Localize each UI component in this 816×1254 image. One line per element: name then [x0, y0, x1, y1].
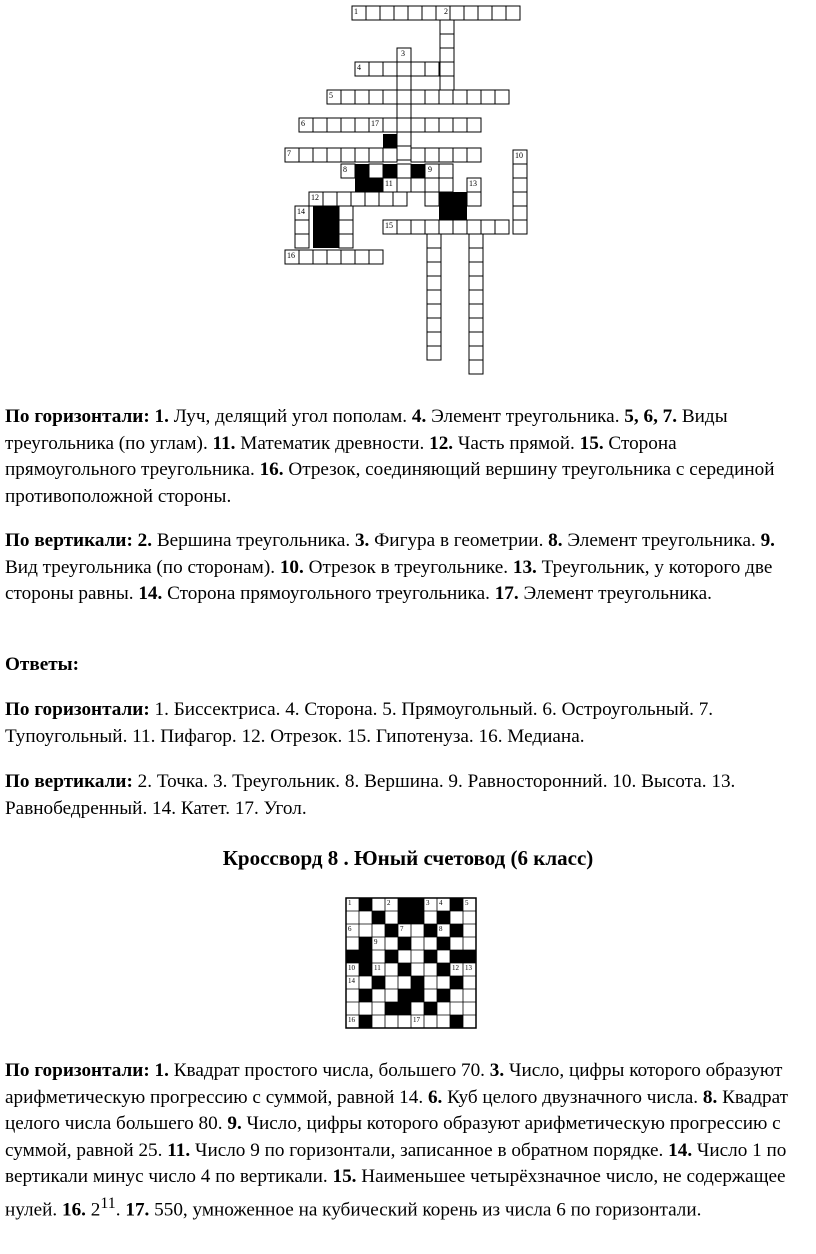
cw1-label-8: 8 — [343, 165, 347, 174]
cw2-label-15: 15 — [413, 990, 420, 998]
answers-vertical — [5, 769, 810, 822]
answers-horizontal-heading: По горизонтали: — [5, 699, 150, 720]
clue-num: 16. — [259, 459, 284, 481]
clue-num: 14. — [138, 583, 163, 605]
cw1-label-16: 16 — [287, 251, 295, 260]
clue-num: 3. — [354, 530, 370, 551]
horizontal-heading-2: По горизонтали: — [5, 1060, 150, 1081]
cw2-label-16: 16 — [348, 1016, 355, 1024]
clue-num: 2. — [137, 530, 153, 551]
cw2-label-1: 1 — [348, 899, 352, 907]
cw2-label-7: 7 — [400, 925, 404, 933]
cw2-label-8: 8 — [439, 925, 443, 933]
answers-vertical-text: 2. Точка. 3. Треугольник. 8. Вершина. 9. Равносторонний. 10. Высота. 13. Равнобедренный. 14. Катет. 17. Угол. — [5, 771, 736, 819]
cw2-label-17: 17 — [413, 1016, 420, 1024]
clue-num: 15. — [332, 1166, 357, 1188]
cw1-label-7: 7 — [287, 149, 291, 158]
clue-num: 1. — [154, 1060, 169, 1081]
cw1-label-6: 6 — [301, 119, 305, 128]
clue-num: 13. — [512, 556, 537, 578]
clue-text: Фигура в геометрии. — [374, 530, 544, 551]
vertical-heading: По вертикали: — [5, 530, 133, 551]
clue-text: Элемент треугольника. — [567, 530, 756, 551]
clue-num: 17. — [125, 1199, 150, 1221]
clue-text: Луч, делящий угол пополам. — [173, 406, 408, 427]
answers-title — [5, 652, 810, 679]
clue-num: 12. — [429, 432, 454, 454]
clue-num: 1. — [154, 406, 169, 427]
clue-text: Виды треугольника (по углам). — [5, 406, 728, 454]
cw1-label-3: 3 — [401, 49, 405, 58]
crossword-8-title: Кроссворд 8 . Юный счетовод (6 класс) — [222, 846, 594, 870]
cw2-label-13: 13 — [465, 964, 472, 972]
clue-text: Число, цифры которого образуют арифметическую прогрессию с суммой, равной 25. — [5, 1113, 781, 1161]
clue-text: Число 1 по вертикали минус число 4 по вертикали. — [5, 1139, 787, 1188]
cw1-label-13: 13 — [469, 179, 477, 188]
clue-text: Отрезок в треугольнике. — [308, 556, 509, 578]
vertical-clues — [5, 528, 810, 608]
cw2-label-5: 5 — [465, 899, 469, 907]
clue-num: 4. — [411, 406, 427, 427]
clue-text: Треугольник, у которого две стороны равны. — [5, 556, 773, 605]
cw2-label-6: 6 — [348, 925, 352, 933]
clue-text: Число, цифры которого образуют арифметическую прогрессию с суммой, равной 14. — [5, 1060, 783, 1108]
cw1-label-15: 15 — [385, 221, 393, 230]
clue-text: Сторона прямоугольного треугольника. — [5, 432, 677, 481]
clue-text: Квадрат целого числа большего 80. — [5, 1086, 788, 1135]
cw2-label-10: 10 — [348, 964, 355, 972]
crossword-2-grid — [345, 897, 479, 1031]
clue-text: Число 9 по горизонтали, записанное в обратном порядке. — [194, 1139, 664, 1161]
clue-text: Квадрат простого числа, большего 70. — [173, 1060, 485, 1081]
clue-text: Отрезок, соединяющий вершину треугольника с серединой противоположной стороны. — [5, 459, 775, 507]
cw1-label-4: 4 — [357, 63, 361, 72]
clue-num: 11. — [167, 1139, 191, 1161]
clue-text: Наименьшее четырёхзначное число, не содержащее нулей. — [5, 1166, 786, 1221]
answers-vertical-heading: По вертикали: — [5, 771, 133, 792]
clue-num: 6. — [427, 1086, 443, 1108]
crossword-1-grid — [280, 0, 540, 385]
cw1-label-1: 1 — [354, 7, 358, 16]
cw1-label-2: 2 — [444, 7, 448, 16]
clue-num: 8. — [702, 1086, 718, 1108]
cw2-label-11: 11 — [374, 964, 381, 972]
cw1-label-12: 12 — [311, 193, 319, 202]
cw1-label-17: 17 — [371, 119, 379, 128]
clue-num: 15. — [579, 432, 604, 454]
clue-text: Математик древности. — [240, 432, 425, 454]
clue-text: Вершина треугольника. — [156, 530, 351, 551]
cw1-label-5: 5 — [329, 91, 333, 100]
answers-heading: Ответы: — [5, 654, 80, 675]
clue-text: Часть прямой. — [457, 432, 575, 454]
cw1-label-11: 11 — [385, 179, 393, 188]
clue-text: 550, умноженное на кубический корень из числа 6 по горизонтали. — [154, 1199, 702, 1221]
clue-text: Вид треугольника (по сторонам). — [5, 556, 276, 578]
clue-num: 9. — [760, 530, 775, 551]
clue-text: Элемент треугольника. — [431, 406, 620, 427]
cw2-label-4: 4 — [439, 899, 443, 907]
clue-num: 14. — [668, 1139, 693, 1161]
clue-text: Сторона прямоугольного треугольника. — [167, 583, 490, 605]
cw1-label-10: 10 — [515, 151, 523, 160]
cw1-label-9: 9 — [428, 165, 432, 174]
clue-end: . — [115, 1199, 121, 1221]
cw1-label-14: 14 — [297, 207, 305, 216]
clue-num: 5, 6, 7. — [624, 406, 678, 427]
cw2-label-12: 12 — [452, 964, 459, 972]
power-exponent: 11 — [100, 1194, 116, 1212]
cw2-label-2: 2 — [387, 899, 391, 907]
horizontal-heading: По горизонтали: — [5, 406, 150, 427]
power-base: 2 — [90, 1199, 101, 1221]
clue-text: Куб целого двузначного числа. — [447, 1086, 699, 1108]
horizontal-clues-2 — [5, 1058, 810, 1224]
clue-num: 17. — [494, 583, 519, 605]
clue-num: 16. — [61, 1199, 86, 1221]
clue-text: Элемент треугольника. — [523, 583, 712, 605]
clue-num: 9. — [227, 1113, 242, 1135]
clue-num: 10. — [279, 556, 304, 578]
clue-num: 8. — [548, 530, 563, 551]
cw2-label-9: 9 — [374, 938, 378, 946]
cw2-label-3: 3 — [426, 899, 430, 907]
horizontal-clues — [5, 404, 810, 510]
answers-horizontal — [5, 697, 810, 750]
cw2-label-14: 14 — [348, 977, 355, 985]
clue-num: 3. — [489, 1060, 505, 1081]
clue-num: 11. — [212, 432, 236, 454]
answers-horizontal-text: 1. Биссектриса. 4. Сторона. 5. Прямоугольный. 6. Остроугольный. 7. Тупоугольный. 11. Пифагор. 12. Отрезок. 15. Гипотенуза. 16. Медиана. — [5, 699, 714, 747]
